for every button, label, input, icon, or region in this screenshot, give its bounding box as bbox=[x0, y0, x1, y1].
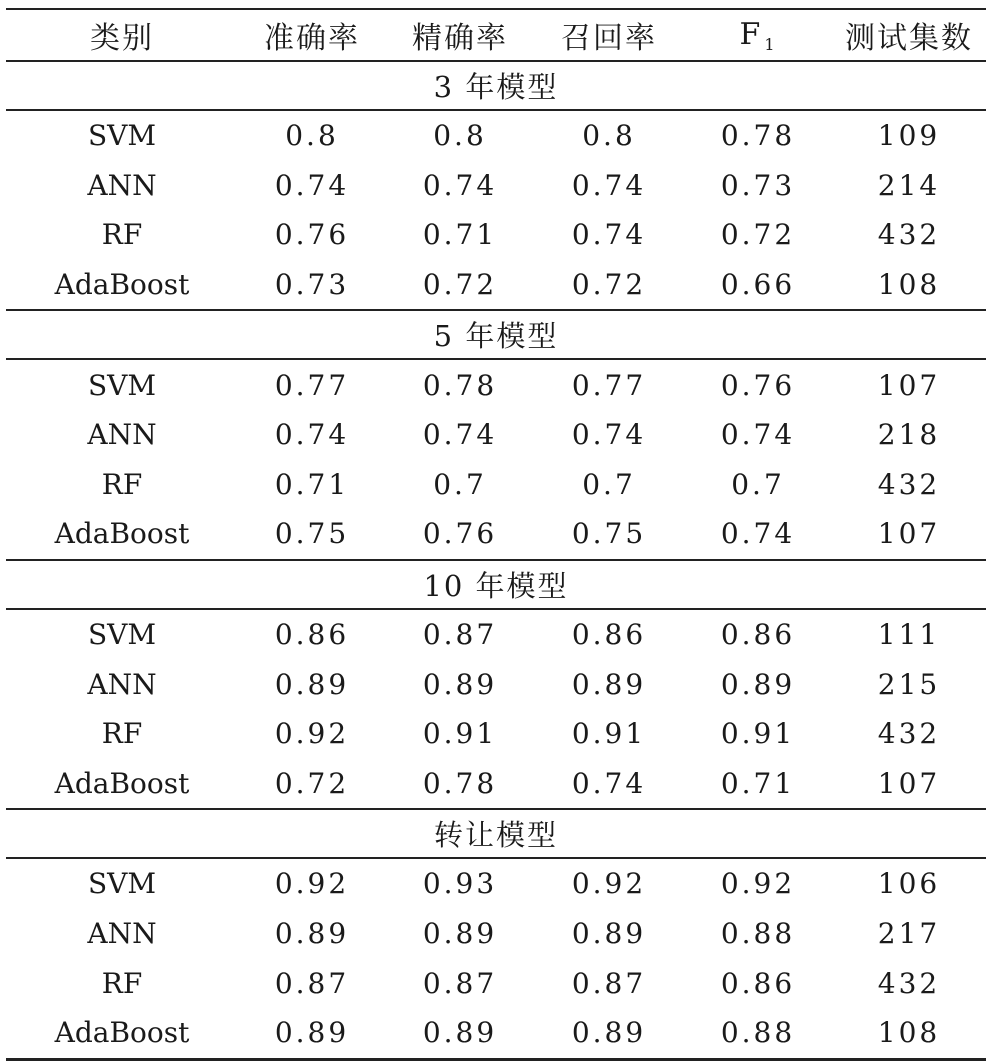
results-table bbox=[6, 8, 986, 1061]
table-row bbox=[6, 609, 986, 660]
f1-value: 0.72 bbox=[720, 218, 796, 252]
precision-value: 0.93 bbox=[422, 867, 498, 901]
model-name: ANN bbox=[87, 667, 157, 701]
precision-value: 0.78 bbox=[386, 759, 534, 810]
group-title-row bbox=[6, 310, 986, 359]
accuracy-value: 0.75 bbox=[238, 509, 386, 560]
test-count-value: 215 bbox=[877, 667, 941, 701]
table-row bbox=[6, 759, 986, 810]
f1-value: 0.86 bbox=[720, 966, 796, 1000]
accuracy-value: 0.92 bbox=[274, 867, 350, 901]
header-accuracy: 准确率 bbox=[238, 9, 386, 61]
precision-value: 0.87 bbox=[422, 966, 498, 1000]
precision-value: 0.87 bbox=[422, 618, 498, 652]
test-count-value: 432 bbox=[877, 218, 941, 252]
model-name: AdaBoost bbox=[6, 509, 238, 560]
test-count-value: 107 bbox=[832, 509, 986, 560]
accuracy-value: 0.76 bbox=[274, 218, 350, 252]
model-name: AdaBoost bbox=[6, 1008, 238, 1059]
f1-value: 0.76 bbox=[720, 368, 796, 402]
test-count-value: 108 bbox=[832, 1008, 986, 1059]
test-count-value: 214 bbox=[877, 168, 941, 202]
f1-value: 0.7 bbox=[731, 467, 785, 501]
test-count-value: 107 bbox=[832, 759, 986, 810]
recall-value: 0.92 bbox=[571, 867, 647, 901]
table-row bbox=[6, 161, 986, 211]
recall-value: 0.89 bbox=[571, 667, 647, 701]
table-row bbox=[6, 958, 986, 1008]
test-count-value: 432 bbox=[877, 966, 941, 1000]
table-row bbox=[6, 359, 986, 410]
model-name: ANN bbox=[87, 917, 157, 951]
header-row bbox=[6, 9, 986, 61]
precision-value: 0.72 bbox=[386, 260, 534, 311]
model-name: SVM bbox=[87, 867, 157, 901]
f1-value: 0.71 bbox=[684, 759, 832, 810]
header-category: 类别 bbox=[6, 9, 238, 61]
test-count-value: 106 bbox=[877, 867, 941, 901]
table-row bbox=[6, 509, 986, 560]
recall-value: 0.72 bbox=[534, 260, 684, 311]
precision-value: 0.89 bbox=[422, 917, 498, 951]
accuracy-value: 0.74 bbox=[274, 168, 350, 202]
test-count-value: 432 bbox=[877, 717, 941, 751]
accuracy-value: 0.86 bbox=[274, 618, 350, 652]
header-f1 bbox=[684, 9, 832, 61]
group-title: 5 年模型 bbox=[6, 310, 986, 359]
table-row bbox=[6, 460, 986, 510]
table-row bbox=[6, 110, 986, 161]
accuracy-value: 0.87 bbox=[274, 966, 350, 1000]
test-count-value: 217 bbox=[877, 917, 941, 951]
model-name: SVM bbox=[87, 368, 157, 402]
table-row bbox=[6, 909, 986, 959]
table-row bbox=[6, 709, 986, 759]
recall-value: 0.89 bbox=[534, 1008, 684, 1059]
header-test-count: 测试集数 bbox=[832, 9, 986, 61]
model-name: SVM bbox=[87, 618, 157, 652]
recall-value: 0.89 bbox=[571, 917, 647, 951]
precision-value: 0.91 bbox=[422, 717, 498, 751]
test-count-value: 432 bbox=[877, 467, 941, 501]
f1-value: 0.74 bbox=[684, 509, 832, 560]
precision-value: 0.76 bbox=[386, 509, 534, 560]
precision-value: 0.74 bbox=[422, 168, 498, 202]
group-title-row bbox=[6, 61, 986, 110]
recall-value: 0.74 bbox=[534, 759, 684, 810]
precision-value: 0.89 bbox=[422, 667, 498, 701]
recall-value: 0.86 bbox=[571, 618, 647, 652]
precision-value: 0.74 bbox=[422, 418, 498, 452]
recall-value: 0.87 bbox=[571, 966, 647, 1000]
f1-value: 0.91 bbox=[720, 717, 796, 751]
group-title: 转让模型 bbox=[6, 809, 986, 858]
recall-value: 0.77 bbox=[571, 368, 647, 402]
recall-value: 0.74 bbox=[571, 218, 647, 252]
header-recall: 召回率 bbox=[534, 9, 684, 61]
precision-value: 0.78 bbox=[422, 368, 498, 402]
accuracy-value: 0.72 bbox=[238, 759, 386, 810]
accuracy-value: 0.92 bbox=[274, 717, 350, 751]
accuracy-value: 0.71 bbox=[274, 467, 350, 501]
table-row bbox=[6, 260, 986, 311]
model-name: SVM bbox=[87, 119, 157, 153]
f1-value: 0.74 bbox=[720, 418, 796, 452]
accuracy-value: 0.89 bbox=[274, 917, 350, 951]
f1-value: 0.66 bbox=[684, 260, 832, 311]
recall-value: 0.91 bbox=[571, 717, 647, 751]
model-name: RF bbox=[101, 966, 143, 1000]
model-name: ANN bbox=[87, 418, 157, 452]
accuracy-value: 0.74 bbox=[274, 418, 350, 452]
model-name: RF bbox=[101, 467, 143, 501]
accuracy-value: 0.89 bbox=[238, 1008, 386, 1059]
group-title-row bbox=[6, 560, 986, 609]
model-name: AdaBoost bbox=[6, 759, 238, 810]
model-name: AdaBoost bbox=[6, 260, 238, 311]
table-row bbox=[6, 210, 986, 260]
recall-value: 0.75 bbox=[534, 509, 684, 560]
test-count-value: 108 bbox=[832, 260, 986, 311]
test-count-value: 218 bbox=[877, 418, 941, 452]
recall-value: 0.74 bbox=[571, 418, 647, 452]
table-row bbox=[6, 410, 986, 460]
group-title: 3 年模型 bbox=[6, 61, 986, 110]
accuracy-value: 0.89 bbox=[274, 667, 350, 701]
test-count-value: 109 bbox=[877, 119, 941, 153]
precision-value: 0.7 bbox=[433, 467, 487, 501]
f1-value: 0.73 bbox=[720, 168, 796, 202]
group-title-row bbox=[6, 809, 986, 858]
precision-value: 0.71 bbox=[422, 218, 498, 252]
header-precision: 精确率 bbox=[386, 9, 534, 61]
table-row bbox=[6, 659, 986, 709]
accuracy-value: 0.77 bbox=[274, 368, 350, 402]
test-count-value: 107 bbox=[877, 368, 941, 402]
recall-value: 0.7 bbox=[582, 467, 636, 501]
table-row bbox=[6, 858, 986, 909]
test-count-value: 111 bbox=[877, 618, 941, 652]
header-f1-subscript: 1 bbox=[764, 34, 777, 54]
recall-value: 0.8 bbox=[582, 119, 636, 153]
f1-value: 0.89 bbox=[720, 667, 796, 701]
accuracy-value: 0.73 bbox=[238, 260, 386, 311]
model-name: RF bbox=[101, 717, 143, 751]
header-f1-main: F bbox=[739, 16, 763, 52]
model-name: ANN bbox=[87, 168, 157, 202]
precision-value: 0.89 bbox=[386, 1008, 534, 1059]
f1-value: 0.88 bbox=[720, 917, 796, 951]
group-title: 10 年模型 bbox=[6, 560, 986, 609]
f1-value: 0.88 bbox=[684, 1008, 832, 1059]
precision-value: 0.8 bbox=[433, 119, 487, 153]
f1-value: 0.92 bbox=[720, 867, 796, 901]
table-row bbox=[6, 1008, 986, 1059]
accuracy-value: 0.8 bbox=[285, 119, 339, 153]
f1-value: 0.78 bbox=[720, 119, 796, 153]
model-name: RF bbox=[101, 218, 143, 252]
f1-value: 0.86 bbox=[720, 618, 796, 652]
recall-value: 0.74 bbox=[571, 168, 647, 202]
